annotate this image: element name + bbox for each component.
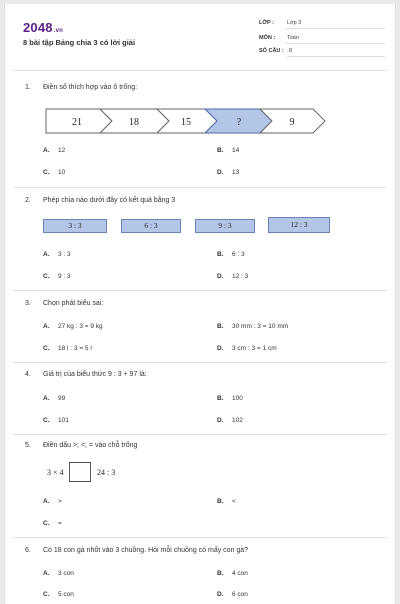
option-text: 99 [58, 395, 66, 402]
option-letter: C. [43, 169, 50, 176]
option-letter: B. [217, 251, 224, 258]
meta-count-value: 8 [289, 48, 293, 54]
option-letter: A. [43, 147, 50, 154]
meta-divider [287, 56, 385, 57]
division-box-4: 12 : 3 [268, 217, 330, 233]
option-4d[interactable] [217, 417, 243, 424]
division-box-1: 3 : 3 [43, 219, 107, 233]
option-letter: C. [43, 345, 50, 352]
logo-text: 2048 [23, 20, 53, 35]
compare-left: 3 × 4 [47, 468, 64, 477]
meta-count-label: SỐ CÂU : [259, 48, 284, 54]
question-text: Có 18 con gà nhốt vào 3 chuồng. Hỏi mỗi chuồng có mấy con gà? [43, 547, 249, 554]
option-5b[interactable] [217, 498, 236, 505]
question-6 [25, 547, 248, 554]
option-text: = [58, 520, 62, 527]
option-5c[interactable] [43, 520, 62, 527]
question-number: 1. [25, 84, 31, 91]
option-2b[interactable] [217, 251, 245, 258]
question-text: Điền số thích hợp vào ô trống: [43, 84, 138, 91]
option-text: 4 con [232, 570, 248, 577]
division-box-3: 9 : 3 [195, 219, 255, 233]
chain-cell-blank[interactable]: ? [236, 117, 242, 128]
question-number: 6. [25, 547, 31, 554]
question-text: Phép chia nào dưới đây có kết quả bằng 3 [43, 197, 176, 204]
option-text: 10 [58, 169, 66, 176]
question-4 [25, 371, 147, 378]
option-text: 3 cm : 3 = 1 cm [232, 345, 277, 352]
question-number: 5. [25, 442, 31, 449]
option-3d[interactable] [217, 345, 277, 352]
meta-class-label: LỚP : [259, 20, 274, 26]
question-divider [13, 290, 387, 291]
option-text: 6 con [232, 591, 248, 598]
header-divider [13, 70, 387, 71]
option-3a[interactable] [43, 323, 103, 330]
option-3c[interactable] [43, 345, 92, 352]
question-2 [25, 197, 175, 204]
option-letter: D. [217, 417, 224, 424]
question-divider [13, 187, 387, 188]
chain-cell-5: 9 [289, 117, 295, 128]
option-6b[interactable] [217, 570, 248, 577]
option-letter: C. [43, 520, 50, 527]
option-text: 3 : 3 [58, 251, 71, 258]
site-logo[interactable] [23, 20, 63, 35]
option-1a[interactable] [43, 147, 65, 154]
option-2d[interactable] [217, 273, 248, 280]
option-1c[interactable] [43, 169, 65, 176]
option-4a[interactable] [43, 395, 65, 402]
option-4c[interactable] [43, 417, 69, 424]
option-text: 27 kg : 3 = 9 kg [58, 323, 103, 330]
option-letter: C. [43, 417, 50, 424]
option-text: 3 con [58, 570, 74, 577]
option-letter: B. [217, 147, 224, 154]
option-letter: D. [217, 345, 224, 352]
option-text: 102 [232, 417, 243, 424]
compare-right: 24 : 3 [97, 468, 116, 477]
option-6a[interactable] [43, 570, 74, 577]
option-1b[interactable] [217, 147, 239, 154]
option-letter: A. [43, 323, 50, 330]
document-title: 8 bài tập Bảng chia 3 có lời giải [23, 38, 136, 47]
option-letter: A. [43, 498, 50, 505]
option-text: 18 l : 3 = 5 l [58, 345, 92, 352]
option-text: 100 [232, 395, 243, 402]
option-letter: D. [217, 169, 224, 176]
option-letter: D. [217, 591, 224, 598]
question-number: 3. [25, 300, 31, 307]
option-letter: A. [43, 395, 50, 402]
option-4b[interactable] [217, 395, 243, 402]
option-letter: B. [217, 498, 224, 505]
question-5 [25, 442, 137, 449]
chain-cell-3: 15 [181, 117, 191, 128]
option-text: 12 : 3 [232, 273, 249, 280]
option-text: 9 : 3 [58, 273, 71, 280]
division-box-2: 6 : 3 [121, 219, 181, 233]
meta-divider [285, 43, 385, 44]
worksheet-page [4, 4, 396, 604]
option-6c[interactable] [43, 591, 74, 598]
meta-subject-value: Toán [287, 35, 299, 41]
number-chain [45, 108, 327, 134]
option-text: 101 [58, 417, 69, 424]
option-letter: D. [217, 273, 224, 280]
meta-divider [285, 28, 385, 29]
question-number: 2. [25, 197, 31, 204]
chain-cell-2: 18 [129, 117, 139, 128]
option-letter: A. [43, 251, 50, 258]
chain-cell-1: 21 [72, 117, 82, 128]
option-letter: A. [43, 570, 50, 577]
option-3b[interactable] [217, 323, 288, 330]
option-letter: C. [43, 591, 50, 598]
option-2c[interactable] [43, 273, 71, 280]
option-text: < [232, 498, 236, 505]
option-text: 13 [232, 169, 240, 176]
option-letter: B. [217, 570, 224, 577]
question-divider [13, 434, 387, 435]
option-letter: B. [217, 395, 224, 402]
question-1 [25, 84, 137, 91]
meta-subject-label: MÔN : [259, 35, 276, 41]
option-letter: C. [43, 273, 50, 280]
question-divider [13, 362, 387, 363]
option-text: 6 : 3 [232, 251, 245, 258]
option-text: 5 con [58, 591, 74, 598]
option-6d[interactable] [217, 591, 248, 598]
question-text: Chọn phát biểu sai: [43, 300, 104, 307]
logo-suffix: .vn [53, 28, 64, 34]
question-text: Giá trị của biểu thức 9 : 3 + 97 là: [43, 371, 147, 378]
compare-blank-box[interactable] [69, 462, 91, 482]
option-letter: B. [217, 323, 224, 330]
option-5a[interactable] [43, 498, 62, 505]
option-text: 14 [232, 147, 240, 154]
option-1d[interactable] [217, 169, 239, 176]
option-text: > [58, 498, 62, 505]
question-number: 4. [25, 371, 31, 378]
option-text: 12 [58, 147, 66, 154]
meta-class-value: Lớp 3 [287, 20, 302, 26]
option-text: 30 mm : 3 = 10 mm [232, 323, 289, 330]
question-divider [13, 537, 387, 538]
question-text: Điền dấu >; <; = vào chỗ trống [43, 442, 138, 449]
option-2a[interactable] [43, 251, 71, 258]
question-3 [25, 300, 103, 307]
